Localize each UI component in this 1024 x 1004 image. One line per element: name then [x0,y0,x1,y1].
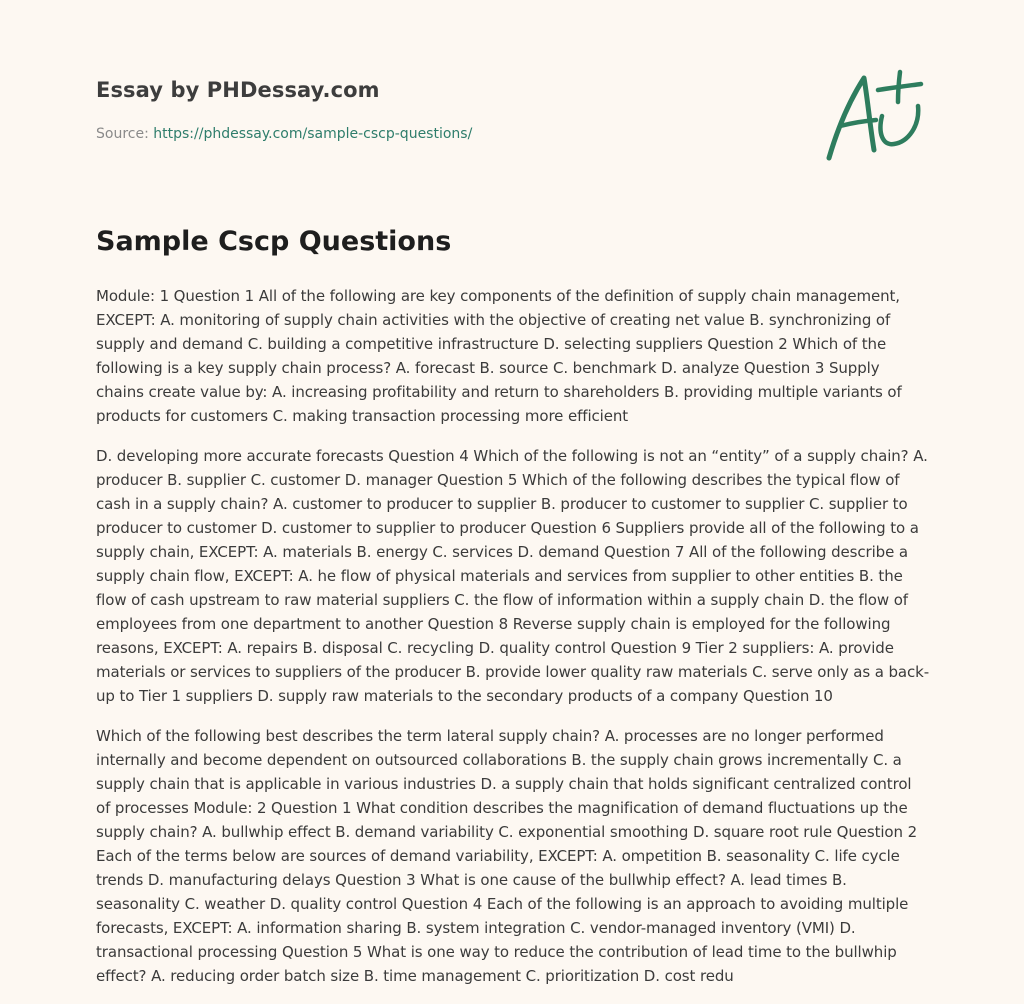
source-line [96,126,796,142]
body-paragraph: Which of the following best describes the term lateral supply chain? A. processes are no longer performed internally and become dependent on outsourced collaborations B. the supply chain grows incrementally C. a supply chain that is applicable in various industries D. a supply chain that holds significant centralized control of processes Module: 2 Question 1 What condition describes the magnification of demand fluctuations up the supply chain? A. bullwhip effect B. demand variability C. exponential smoothing D. square root rule Question 2 Each of the terms below are sources of demand variability, EXCEPT: A. ompetition B. seasonality C. life cycle trends D. manufacturing delays Question 3 What is one cause of the bullwhip effect? A. lead times B. seasonality C. weather D. quality control Question 4 Each of the following is an approach to avoiding multiple forecasts, EXCEPT: A. information sharing B. system integration C. vendor-managed inventory (VMI) D. transactional processing Question 5 What is one way to reduce the contribution of lead time to the bullwhip effect? A. reducing order batch size B. time management C. prioritization D. cost redu [96,727,918,985]
body-paragraph: Module: 1 Question 1 All of the following are key components of the definition of supply chain management, EXCEPT: A. monitoring of supply chain activities with the objective of creating net value B. synchronizing of supply and demand C. building a competitive infrastructure D. selecting suppliers Question 2 Which of the following is a key supply chain process? A. forecast B. source C. benchmark D. analyze Question 3 Supply chains create value by: A. increasing profitability and return to shareholders B. providing multiple variants of products for customers C. making transaction processing more efficient [96,287,902,425]
a-plus-grade-icon [820,66,930,166]
document-title: Sample Cscp Questions [96,226,452,257]
source-link[interactable]: https://phdessay.com/sample-cscp-questions/ [153,126,473,142]
document-body [96,284,930,1004]
body-paragraph: D. developing more accurate forecasts Question 4 Which of the following is not an “entity” of a supply chain? A. producer B. supplier C. customer D. manager Question 5 Which of the following describes the typical flow of cash in a supply chain? A. customer to producer to supplier B. producer to customer to supplier C. supplier to producer to customer D. customer to supplier to producer Question 6 Suppliers provide all of the following to a supply chain, EXCEPT: A. materials B. energy C. services D. demand Question 7 All of the following describe a supply chain flow, EXCEPT: A. he flow of physical materials and services from supplier to other entities B. the flow of cash upstream to raw material suppliers C. the flow of information within a supply chain D. the flow of employees from one department to another Question 8 Reverse supply chain is employed for the following reasons, EXCEPT: A. repairs B. disposal C. recycling D. quality control Question 9 Tier 2 suppliers: A. provide materials or services to suppliers of the producer B. provide lower quality raw materials C. serve only as a back-up to Tier 1 suppliers D. supply raw materials to the secondary products of a company Question 10 [96,447,930,705]
site-label: Essay by PHDessay.com [96,78,380,102]
source-label: Source: [96,126,154,142]
page-header [96,78,796,142]
